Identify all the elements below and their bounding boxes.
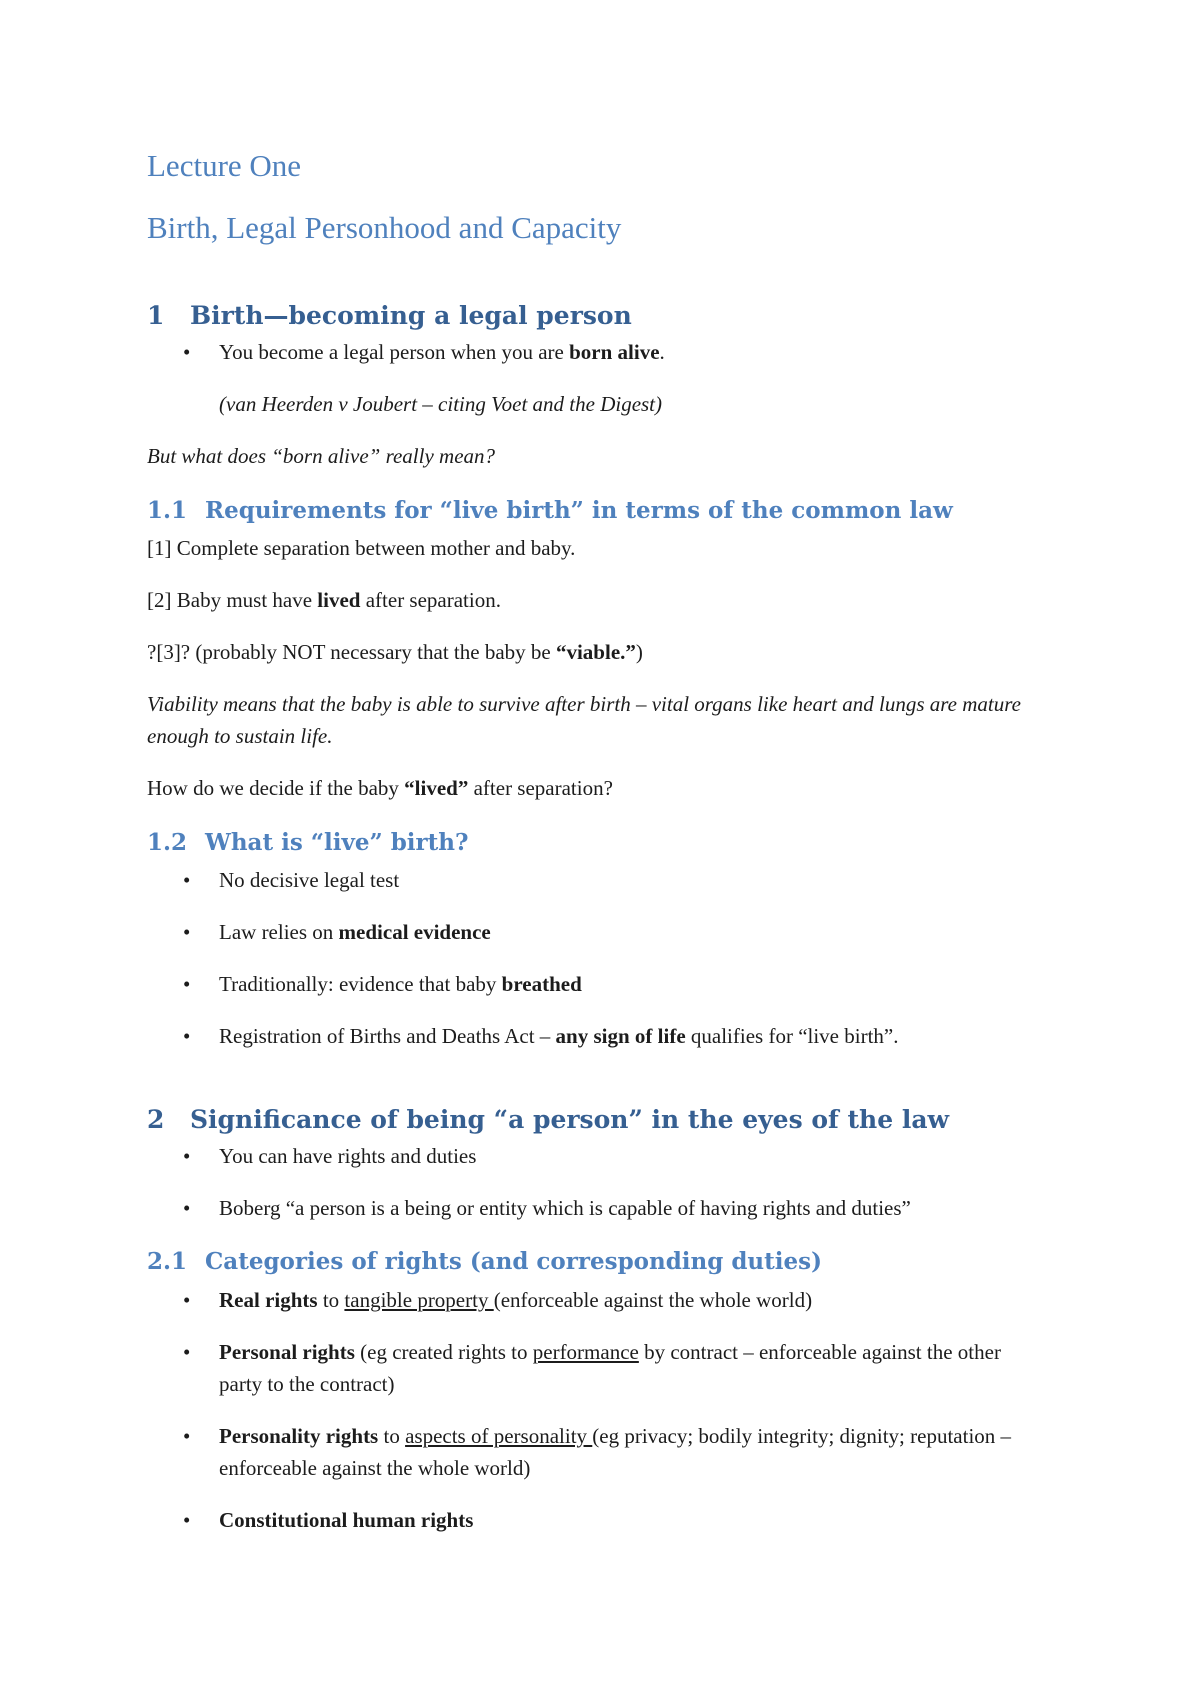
bullet-icon: • — [183, 1340, 191, 1364]
viability-note: Viability means that the baby is able to survive after birth – vital organs like heart and lungs are mature enough to sustain life. — [147, 692, 1021, 748]
requirement-text: after separation. — [360, 588, 501, 612]
section-heading-1-1 — [147, 497, 953, 524]
list-item-text: qualifies for “live birth”. — [685, 1024, 899, 1048]
list-item-text: Registration of Births and Deaths Act – — [219, 1024, 556, 1048]
bullet-icon: • — [183, 1144, 191, 1168]
section-number: 2.1 — [147, 1248, 188, 1275]
list-item — [183, 1140, 1043, 1172]
list-item-bold: Constitutional human rights — [219, 1508, 474, 1532]
page-title: Lecture One — [147, 148, 302, 183]
section-number: 2 — [147, 1105, 165, 1134]
list-item — [183, 1504, 1043, 1536]
list-item-underline: performance — [532, 1340, 639, 1364]
requirement-text: ) — [635, 640, 643, 664]
list-item-text: You become a legal person when you are — [219, 340, 570, 364]
page-subtitle: Birth, Legal Personhood and Capacity — [147, 210, 622, 245]
list-item-underline: aspects of personality — [405, 1424, 593, 1448]
list-item-text: No decisive legal test — [219, 868, 400, 892]
case-citation: (van Heerden v Joubert – citing Voet and the Digest) — [219, 392, 663, 416]
lived-question — [147, 772, 1077, 804]
list-item-text: by contract – enforceable against the other party to the contract) — [219, 1340, 1001, 1396]
list-item-text: (eg created rights to — [354, 1340, 533, 1364]
list-item-bold: breathed — [501, 972, 582, 996]
list-item — [183, 336, 1043, 368]
requirement-text: [2] Baby must have — [147, 588, 318, 612]
requirement-text: ?[3]? (probably NOT necessary that the baby be — [147, 640, 556, 664]
bullet-icon: • — [183, 1288, 191, 1312]
list-item-bold: Personal rights — [219, 1340, 355, 1364]
list-item-bold: Real rights — [219, 1288, 318, 1312]
list-item — [183, 1336, 1043, 1400]
list-item-text: Traditionally: evidence that baby — [219, 972, 502, 996]
section-heading-2-1 — [147, 1248, 822, 1275]
section-number: 1 — [147, 301, 165, 330]
list-item — [183, 916, 1043, 948]
question-text: after separation? — [468, 776, 613, 800]
section-heading-1 — [147, 301, 632, 330]
list-item-bold: any sign of life — [555, 1024, 686, 1048]
question-bold: “lived” — [404, 776, 469, 800]
bullet-icon: • — [183, 972, 191, 996]
list-item-text: . — [659, 340, 665, 364]
bullet-icon: • — [183, 340, 191, 364]
list-item-underline: tangible property — [344, 1288, 494, 1312]
section-title: Requirements for “live birth” in terms of the common law — [205, 497, 953, 524]
list-item — [183, 968, 1043, 1000]
requirement-3 — [147, 636, 1077, 668]
requirement-bold: “viable.” — [555, 640, 636, 664]
section-number: 1.1 — [147, 497, 188, 524]
list-item — [183, 864, 1043, 896]
list-item-text: You can have rights and duties — [219, 1144, 477, 1168]
list-item-text: (eg privacy; bodily integrity; dignity; reputation – enforceable against the whole world) — [219, 1424, 1012, 1480]
list-item-text: Boberg “a person is a being or entity which is capable of having rights and duties” — [219, 1196, 911, 1220]
section-number: 1.2 — [147, 829, 188, 856]
list-item-text: Law relies on — [219, 920, 339, 944]
section-title: What is “live” birth? — [205, 829, 469, 856]
list-item — [183, 1192, 1043, 1224]
list-item — [183, 1020, 1043, 1052]
list-item — [183, 1420, 1043, 1484]
list-item-bold: medical evidence — [338, 920, 491, 944]
section-title: Categories of rights (and corresponding duties) — [205, 1248, 822, 1275]
list-item-bold: Personality rights — [219, 1424, 379, 1448]
requirement-1: [1] Complete separation between mother and baby. — [147, 536, 576, 560]
bullet-icon: • — [183, 920, 191, 944]
list-item-text: (enforceable against the whole world) — [493, 1288, 813, 1312]
section-heading-2 — [147, 1105, 949, 1134]
requirement-bold: lived — [317, 588, 361, 612]
bullet-icon: • — [183, 868, 191, 892]
list-item-text: to — [378, 1424, 406, 1448]
bullet-icon: • — [183, 1196, 191, 1220]
section-title: Birth—becoming a legal person — [190, 301, 632, 330]
section-title: Significance of being “a person” in the eyes of the law — [190, 1105, 950, 1134]
question-text: How do we decide if the baby — [147, 776, 405, 800]
list-item-bold: born alive — [569, 340, 660, 364]
question-text: But what does “born alive” really mean? — [147, 444, 496, 468]
list-item-text: to — [317, 1288, 345, 1312]
bullet-icon: • — [183, 1424, 191, 1448]
bullet-icon: • — [183, 1024, 191, 1048]
list-item — [183, 1284, 1043, 1316]
section-heading-1-2 — [147, 829, 468, 856]
requirement-2 — [147, 584, 1077, 616]
bullet-icon: • — [183, 1508, 191, 1532]
